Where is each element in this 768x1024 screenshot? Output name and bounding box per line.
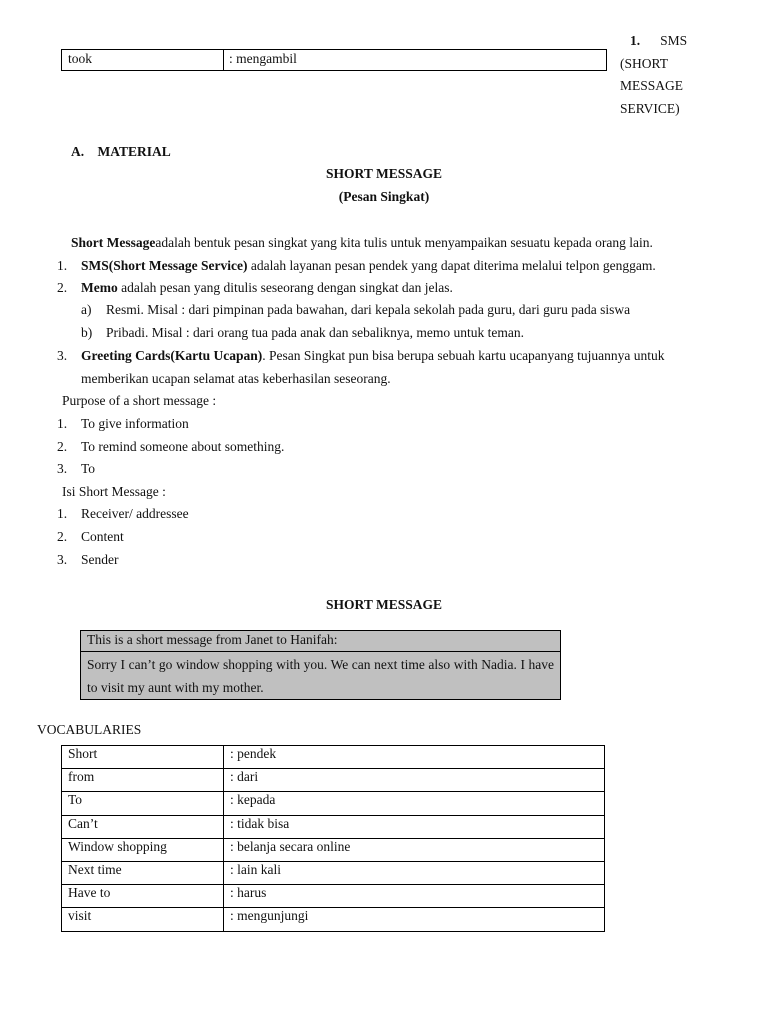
- type-item: [81, 348, 665, 364]
- vocab-meaning: : belanja secara online: [224, 838, 605, 861]
- section-title: MATERIAL: [97, 144, 171, 159]
- message-divider: [81, 651, 560, 652]
- vocab-word: from: [62, 769, 224, 792]
- table-divider: [223, 50, 224, 70]
- vocab-meaning: : tidak bisa: [224, 815, 605, 838]
- vocab-word: Window shopping: [62, 838, 224, 861]
- vocab-heading: VOCABULARIES: [37, 722, 142, 737]
- type-item: [81, 280, 453, 296]
- type-term: Memo: [81, 280, 118, 295]
- table-row: [62, 861, 605, 884]
- memo-sub-text: Pribadi. Misal : dari orang tua pada anak dan sebaliknya, memo untuk teman.: [106, 325, 525, 340]
- right-heading-line: (SHORT: [620, 55, 668, 71]
- section-heading: [71, 144, 171, 160]
- example-heading: [0, 597, 768, 613]
- purpose-num: 1.: [57, 416, 68, 431]
- vocab-meaning: : kepada: [224, 792, 605, 815]
- isi-num: 2.: [57, 529, 68, 544]
- top-vocab-meaning: : mengambil: [229, 51, 297, 66]
- isi-item: Sender: [81, 552, 119, 567]
- vocab-meaning: : lain kali: [224, 861, 605, 884]
- message-body: Sorry I can’t go window shopping with you. We can next time also with Nadia. I have to visit my aunt with my mother.: [87, 657, 554, 695]
- right-heading-number: 1.: [630, 33, 641, 48]
- vocab-table: [61, 745, 605, 932]
- isi-num: 1.: [57, 506, 68, 521]
- table-row: [62, 815, 605, 838]
- type-num: 1.: [57, 258, 68, 273]
- vocab-word: Have to: [62, 885, 224, 908]
- table-row: [62, 792, 605, 815]
- purpose-item: To: [81, 461, 96, 476]
- vocab-word: Can’t: [62, 815, 224, 838]
- vocab-meaning: : harus: [224, 885, 605, 908]
- page-subtitle: [0, 189, 768, 205]
- isi-item: Content: [81, 529, 124, 544]
- memo-sub-letter: a): [81, 302, 92, 317]
- top-vocab-word: took: [68, 51, 93, 66]
- table-row: [62, 885, 605, 908]
- right-heading-line: SMS: [660, 33, 688, 48]
- type-term: SMS(Short Message Service): [81, 258, 248, 273]
- type-term: Greeting Cards(Kartu Ucapan): [81, 348, 263, 363]
- table-row: [62, 769, 605, 792]
- right-heading-line: MESSAGE: [620, 78, 684, 94]
- type-text-continued: memberikan ucapan selamat atas keberhasilan seseorang.: [81, 371, 391, 386]
- table-row: [62, 838, 605, 861]
- isi-num: 3.: [57, 552, 68, 567]
- purpose-num: 2.: [57, 439, 68, 454]
- section-letter: A.: [71, 144, 85, 159]
- page-subtitle-text: (Pesan Singkat): [338, 189, 430, 204]
- type-text: adalah layanan pesan pendek yang dapat diterima melalui telpon genggam.: [247, 258, 656, 273]
- purpose-num: 3.: [57, 461, 68, 476]
- vocab-word: visit: [62, 908, 224, 931]
- vocab-word: Next time: [62, 861, 224, 884]
- table-row: [62, 908, 605, 931]
- memo-sub-text: Resmi. Misal : dari pimpinan pada bawahan, dari kepala sekolah pada guru, dari guru pada siswa: [106, 302, 631, 317]
- vocab-word: To: [62, 792, 224, 815]
- top-vocab-row: [61, 49, 607, 71]
- type-num: 3.: [57, 348, 68, 363]
- page-title-text: SHORT MESSAGE: [326, 166, 442, 181]
- right-heading: [620, 30, 740, 121]
- purpose-item: To give information: [81, 416, 189, 431]
- type-num: 2.: [57, 280, 68, 295]
- right-heading-line: SERVICE): [620, 101, 680, 117]
- page-title: [0, 166, 768, 182]
- memo-sub-letter: b): [81, 325, 93, 340]
- table-row: [62, 746, 605, 769]
- type-text: . Pesan Singkat pun bisa berupa sebuah kartu ucapanyang tujuannya untuk: [262, 348, 665, 363]
- isi-item: Receiver/ addressee: [81, 506, 189, 521]
- isi-heading: Isi Short Message :: [62, 484, 166, 499]
- intro-term: Short Message: [71, 235, 156, 250]
- vocab-word: Short: [62, 746, 224, 769]
- type-item: [81, 258, 656, 274]
- intro-text: adalah bentuk pesan singkat yang kita tulis untuk menyampaikan sesuatu kepada orang lain.: [155, 235, 653, 250]
- message-intro: This is a short message from Janet to Hanifah:: [87, 632, 338, 647]
- purpose-heading: Purpose of a short message :: [62, 393, 217, 408]
- message-box: [80, 630, 561, 700]
- intro-paragraph: [71, 235, 653, 251]
- vocab-meaning: : dari: [224, 769, 605, 792]
- vocab-meaning: : pendek: [224, 746, 605, 769]
- purpose-item: To remind someone about something.: [81, 439, 285, 454]
- example-heading-text: SHORT MESSAGE: [326, 597, 442, 612]
- type-text: adalah pesan yang ditulis seseorang dengan singkat dan jelas.: [117, 280, 453, 295]
- vocab-meaning: : mengunjungi: [224, 908, 605, 931]
